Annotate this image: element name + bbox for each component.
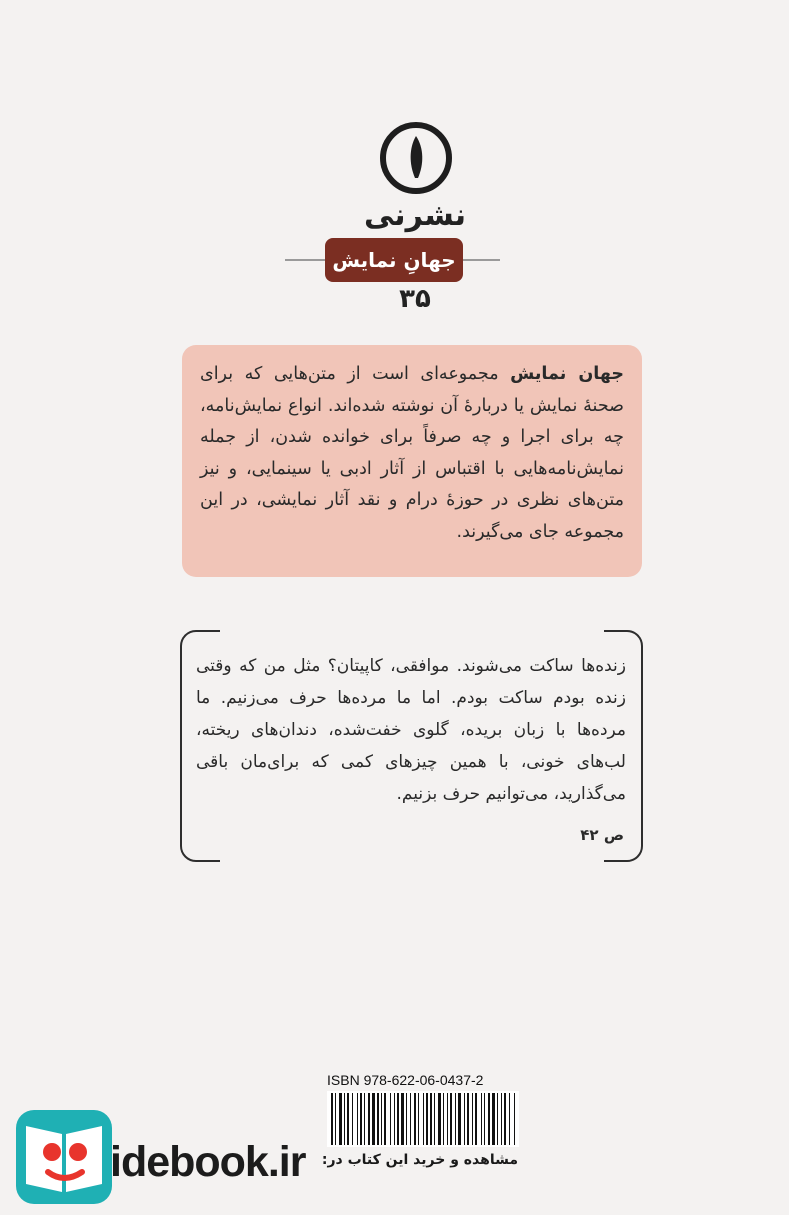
series-ribbon bbox=[285, 238, 500, 282]
series-number: ۳۵ bbox=[399, 284, 431, 314]
quote-text: زنده‌ها ساکت می‌شوند. موافقی، کاپیتان؟ مثل من که وقتی زنده بودم ساکت بودم. اما ما مرده‌ها حرف می‌زنیم. ما مرده‌ها با زبان بریده، گلوی خفت‌شده، دندان‌های ریخته، لب‌های خونی، با همین چیزهای کمی که برای‌مان باقی می‌گذارید، می‌توانیم حرف بزنیم. bbox=[196, 656, 626, 804]
feather-logo-icon bbox=[378, 120, 454, 196]
watermark-site: idebook.ir bbox=[110, 1138, 306, 1186]
quote-frame-gap-bottom bbox=[220, 856, 604, 870]
book-smile-icon bbox=[12, 1104, 116, 1208]
series-description bbox=[182, 345, 642, 577]
series-description-highlight: جهان نمایش bbox=[510, 364, 625, 384]
quote-frame-gap-top bbox=[220, 622, 604, 636]
publisher-name: نشرنی bbox=[363, 198, 467, 233]
isbn-number: ISBN 978-622-06-0437-2 bbox=[327, 1072, 484, 1088]
quote-page-ref: ص ۴۲ bbox=[580, 826, 624, 844]
series-description-text: مجموعه‌ای است از متن‌هایی که برای صحنهٔ نمایش یا دربارهٔ آن نوشته شده‌اند. انواع نمایش‌نامه، چه برای اجرا و چه صرفاً برای خوانده شدن، از جمله نمایش‌نامه‌هایی با اقتباس از آثار ادبی یا سینمایی، و نیز متن‌های نظری در حوزهٔ درام و نقد آثار نمایشی، در این مجموعه جای می‌گیرند. bbox=[200, 364, 624, 542]
series-badge: جهانِ نمایش bbox=[325, 238, 463, 282]
watermark-label: مشاهده و خرید این کتاب در: bbox=[321, 1152, 518, 1168]
barcode-icon bbox=[327, 1091, 519, 1147]
